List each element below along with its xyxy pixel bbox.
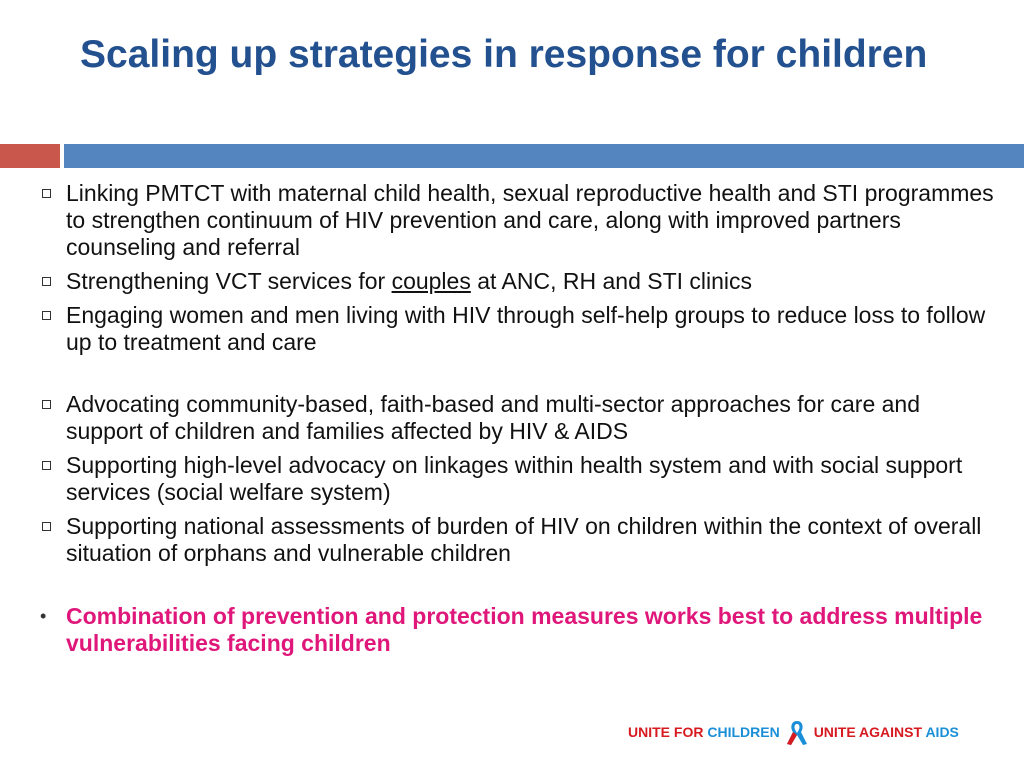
square-bullet-icon	[42, 522, 51, 531]
square-bullet-icon	[42, 189, 51, 198]
campaign-logo	[628, 718, 1008, 746]
logo-text-children: CHILDREN	[707, 724, 780, 740]
bullet-text: Supporting high-level advocacy on linkages within health system and with social support services (social welfare system)	[66, 452, 963, 505]
bullet-text-before: Strengthening VCT services for	[66, 268, 392, 294]
square-bullet-icon	[42, 311, 51, 320]
bullet-text: Advocating community-based, faith-based and multi-sector approaches for care and support of children and families affected by HIV & AIDS	[66, 391, 921, 444]
bullet-text: Engaging women and men living with HIV through self-help groups to reduce loss to follow up to treatment and care	[66, 302, 986, 355]
square-bullet-icon	[42, 461, 51, 470]
bullet-item	[0, 180, 1024, 261]
bullet-text-after: at ANC, RH and STI clinics	[470, 268, 753, 294]
awareness-ribbon-icon	[784, 719, 810, 747]
bullet-item	[0, 268, 1024, 295]
logo-text-unite-for: UNITE FOR	[628, 724, 708, 740]
bullet-list	[0, 180, 1024, 657]
title-rule-accent	[0, 144, 60, 168]
bullet-item	[0, 513, 1024, 567]
logo-text-aids: AIDS	[925, 724, 959, 740]
bullet-text: Supporting national assessments of burden of HIV on children within the context of overall situation of orphans and vulnerable children	[66, 513, 982, 566]
bullet-text: Linking PMTCT with maternal child health, sexual reproductive health and STI programmes to strengthen continuum of HIV prevention and care, along with improved partners counseling and referral	[66, 180, 994, 260]
highlight-text: Combination of prevention and protection measures works best to address multiple vulnerabilities facing children	[66, 603, 983, 656]
slide-title: Scaling up strategies in response for children	[80, 33, 928, 76]
title-rule-bar	[64, 144, 1024, 168]
square-bullet-icon	[42, 277, 51, 286]
bullet-underlined-word: couples	[391, 268, 471, 294]
dot-bullet-icon: •	[40, 606, 47, 626]
bullet-item	[0, 391, 1024, 445]
logo-text-unite-against: UNITE AGAINST	[813, 724, 926, 740]
bullet-item	[0, 302, 1024, 356]
square-bullet-icon	[42, 400, 51, 409]
bullet-item	[0, 452, 1024, 506]
highlight-item	[0, 603, 1024, 657]
